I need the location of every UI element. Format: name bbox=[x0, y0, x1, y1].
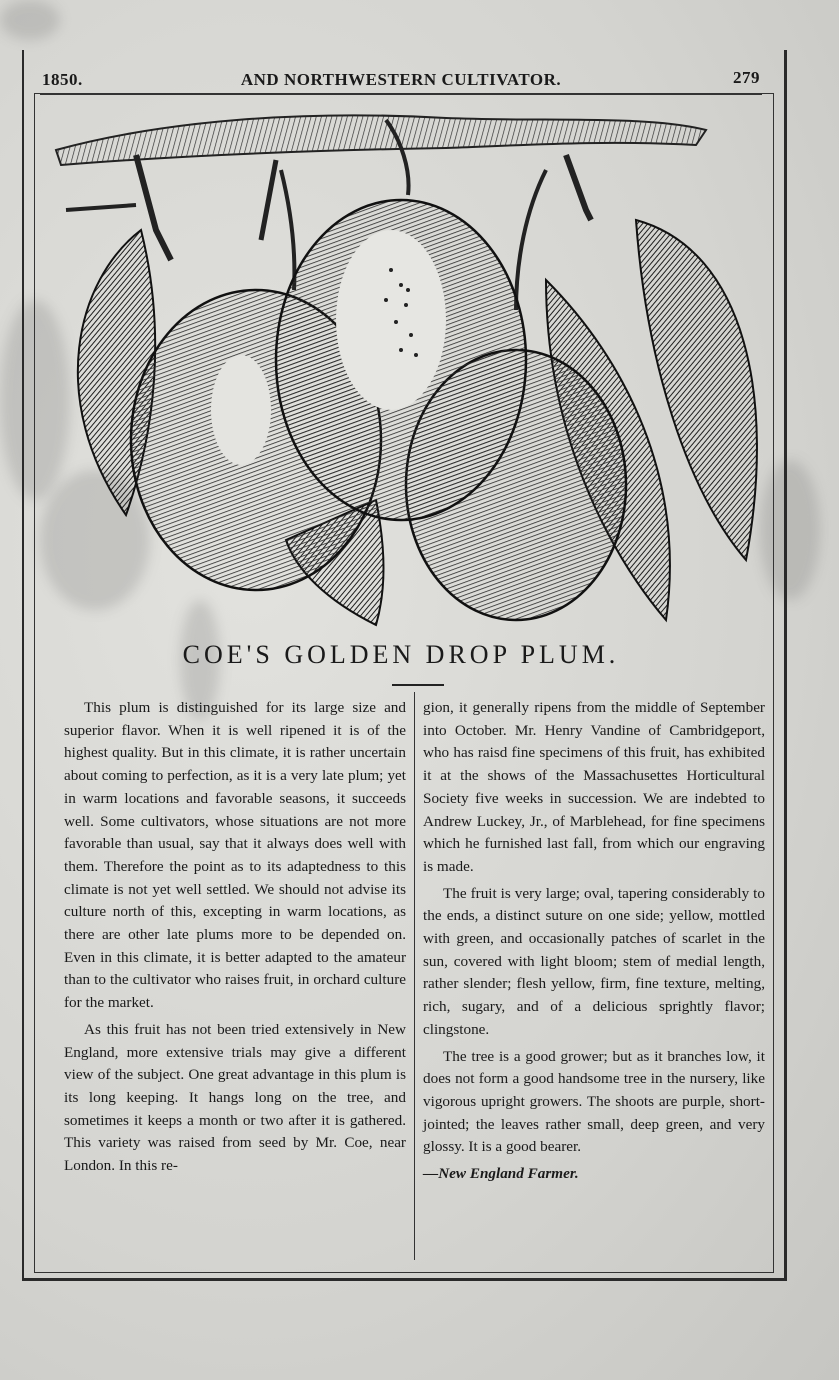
right-column bbox=[423, 697, 765, 1186]
twig bbox=[66, 205, 136, 210]
header-title: AND NORTHWESTERN CULTIVATOR. bbox=[240, 70, 562, 89]
paragraph: This plum is distinguished for its large size and superior flavor. When it is well ripened it is of the highest quality. But in this climate, it is rather uncertain about coming to perfection, as it is a very late plum; yet in warm locations and favorable seasons, it succeeds well. Some cultivators, whose situations are not more favorable than usual, say that it always does well with them. Therefore the point as to its adaptedness to this climate is not yet well settled. We should not advise its culture north of this, excepting in warm locations, as there are other late plums more to be depended on. Even in this climate, it is better adapted to the amateur than to the cultivator who raises fruit, in orchard culture for the market. bbox=[64, 699, 406, 1012]
left-column bbox=[64, 697, 406, 1178]
paragraph: The fruit is very large; oval, tapering considerably to the ends, a distinct suture on one side; yellow, mottled with green, and occasionally patches of scarlet in the sun, covered with light bloom; stem of medial length, rather slender; flesh yellow, firm, fine texture, melting, rich, sugary, and of a delicious sprightly flavor; clingstone. bbox=[423, 884, 765, 1038]
twig bbox=[261, 160, 276, 240]
running-header bbox=[40, 64, 762, 95]
plum-engraving bbox=[46, 100, 766, 630]
column-divider bbox=[414, 692, 415, 1260]
title-rule bbox=[392, 684, 444, 686]
stem bbox=[516, 170, 546, 310]
header-year: 1850. bbox=[42, 70, 83, 89]
branch bbox=[56, 115, 706, 165]
ink-stain bbox=[0, 0, 60, 40]
paragraph: As this fruit has not been tried extensively in New England, more extensive trials may give a different view of the subject. One great advantage in this plum is its long keeping. It hangs long on the tree, and sometimes it keeps a month or two after it is gathered. This variety was raised from seed by Mr. Coe, near London. In this re- bbox=[64, 1020, 406, 1175]
stem bbox=[281, 170, 294, 290]
plum-left-highlight bbox=[211, 355, 271, 465]
header-page-number: 279 bbox=[733, 68, 760, 87]
paragraph: The tree is a good grower; but as it branches low, it does not form a good handsome tree in the nursery, like vigorous upright growers. The shoots are purple, short-jointed; the leaves rather small, deep green, and very glossy. It is a good bearer. bbox=[423, 1047, 765, 1156]
source-signature: —New England Farmer. bbox=[423, 1165, 579, 1183]
article-title: COE'S GOLDEN DROP PLUM. bbox=[182, 640, 620, 669]
twig bbox=[566, 155, 591, 220]
plum-center-highlight bbox=[336, 230, 446, 410]
paragraph: gion, it generally ripens from the middle of September into October. Mr. Henry Vandine of Cambridgeport, who has raisd fine specimens of this fruit, has exhibited it at the shows of the Massachusettes Horticultural Society five weeks in succession. We are indebted to Andrew Luckey, Jr., of Marblehead, for fine specimens which he furnished last fall, from which our engraving is made. bbox=[423, 699, 765, 875]
